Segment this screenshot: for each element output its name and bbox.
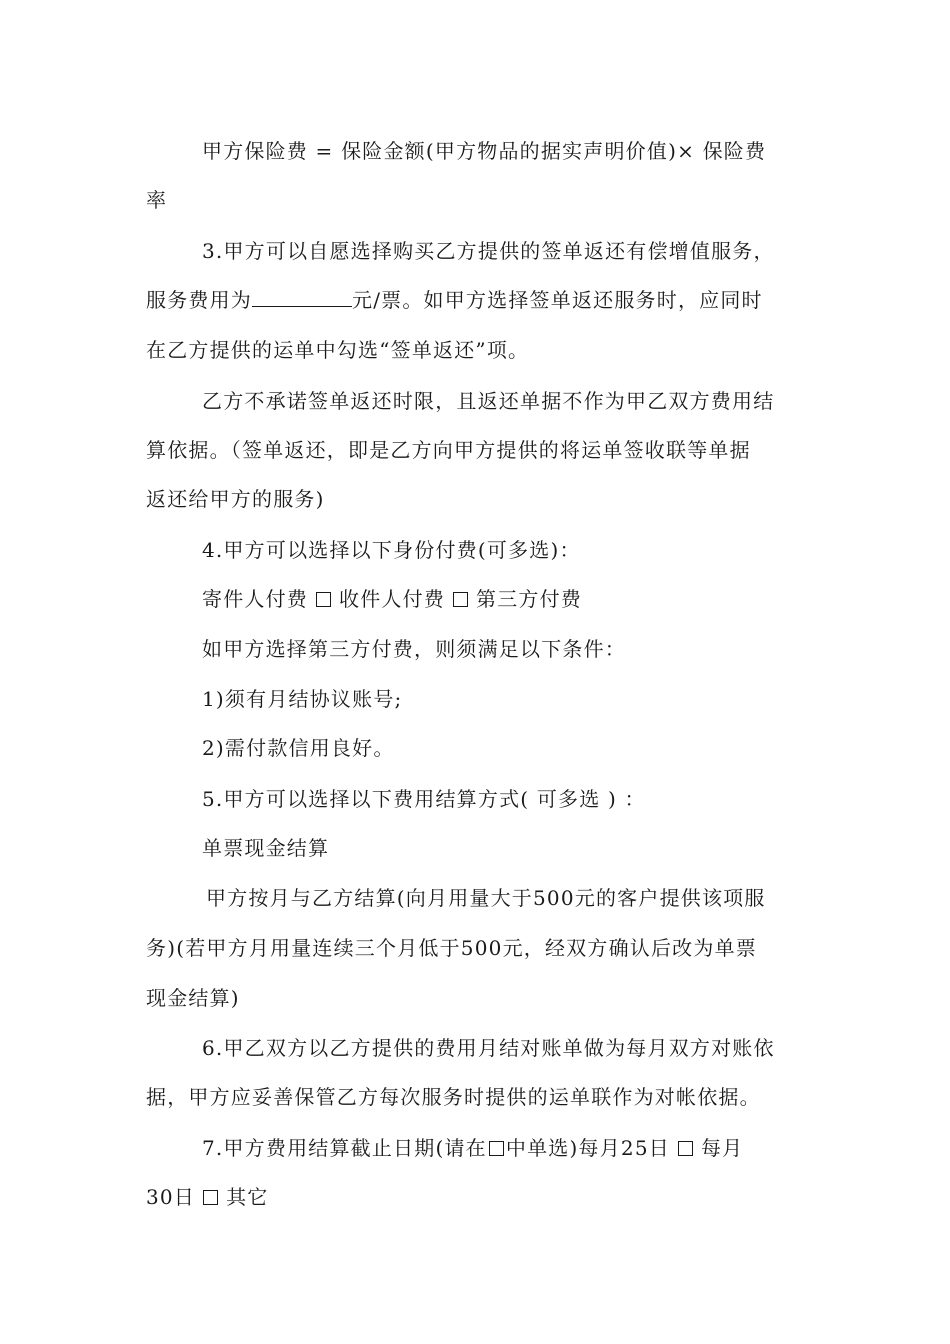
clause-7-text-1c: 每月 (700, 1136, 744, 1160)
clause-7-text-2b: 其它 (226, 1185, 269, 1209)
sign-return-note-line-3 (146, 484, 816, 514)
third-party-conditions-line (202, 634, 816, 664)
condition-1-text: 1)须有月结协议账号; (202, 687, 403, 711)
premium-formula-continuation-text: 率 (146, 188, 168, 212)
inline-checkbox-sample (489, 1141, 504, 1156)
clause-6-line-2 (146, 1082, 816, 1112)
clause-7-text-2a: 30日 (146, 1185, 196, 1209)
condition-1-line (202, 684, 816, 714)
sign-return-note-line-1 (202, 386, 816, 416)
clause-3-line-2 (146, 285, 816, 315)
monthly-settlement-line-3 (146, 983, 816, 1013)
monthly-settlement-text-2: 务)(若甲方月用量连续三个月低于500元，经双方确认后改为单票 (146, 936, 757, 960)
condition-2-line (202, 733, 816, 763)
third-party-conditions-text: 如甲方选择第三方付费，则须满足以下条件： (202, 637, 626, 661)
clause-7-text-1b: 中单选)每月25日 (505, 1136, 670, 1160)
clause-4-line (202, 535, 816, 565)
clause-3-text-2b: 元/票。如甲方选择签单返还服务时，应同时 (352, 288, 763, 312)
monthly-settlement-line-1 (206, 883, 816, 913)
premium-formula-text: 甲方保险费 = 保险金额(甲方物品的据实声明价值)× 保险费 (202, 139, 767, 163)
monthly-settlement-text-1: 甲方按月与乙方结算(向月用量大于500元的客户提供该项服 (206, 886, 766, 910)
recipient-pays-label: 收件人付费 (339, 587, 445, 611)
sender-pays-label: 寄件人付费 (202, 587, 308, 611)
clause-3-text-3: 在乙方提供的运单中勾选“签单返还”项。 (146, 338, 530, 362)
sign-return-note-text-1: 乙方不承诺签单返还时限，且返还单据不作为甲乙双方费用结 (202, 389, 775, 413)
clause-6-text-2: 据，甲方应妥善保管乙方每次服务时提供的运单联作为对帐依据。 (146, 1085, 761, 1109)
clause-3-text-1: 3.甲方可以自愿选择购买乙方提供的签单返还有偿增值服务， (202, 239, 775, 263)
monthly-settlement-line-2 (146, 933, 816, 963)
clause-3-text-2a: 服务费用为 (146, 288, 252, 312)
sign-return-note-text-3: 返还给甲方的服务) (146, 487, 325, 511)
monthly-settlement-text-3: 现金结算) (146, 986, 240, 1010)
cash-settlement-text: 单票现金结算 (202, 836, 330, 860)
condition-2-text: 2)需付款信用良好。 (202, 736, 395, 760)
cutoff-30th-checkbox[interactable] (203, 1190, 218, 1205)
sign-return-note-text-2: 算依据。（签单返还，即是乙方向甲方提供的将运单签收联等单据 (146, 438, 751, 462)
recipient-pays-checkbox[interactable] (316, 592, 331, 607)
sign-return-note-line-2 (146, 435, 816, 465)
clause-6-line-1 (202, 1033, 816, 1063)
cash-settlement-line (202, 833, 816, 863)
payer-options-line (202, 584, 816, 614)
clause-5-line (202, 784, 816, 814)
premium-formula-line (202, 136, 816, 166)
clause-3-line-1 (202, 236, 816, 266)
third-party-pays-checkbox[interactable] (453, 592, 468, 607)
clause-7-line-1 (202, 1133, 816, 1163)
third-party-pays-label: 第三方付费 (476, 587, 582, 611)
cutoff-25th-checkbox[interactable] (678, 1141, 693, 1156)
clause-4-text: 4.甲方可以选择以下身份付费(可多选)： (202, 538, 581, 562)
clause-7-text-1a: 7.甲方费用结算截止日期(请在 (202, 1136, 487, 1160)
clause-7-line-2 (146, 1182, 816, 1212)
clause-3-line-3 (146, 335, 816, 365)
clause-6-text-1: 6.甲乙双方以乙方提供的费用月结对账单做为每月双方对账依 (202, 1036, 775, 1060)
premium-formula-continuation (146, 185, 816, 215)
clause-5-text: 5.甲方可以选择以下费用结算方式( 可多选 ) ： (202, 787, 646, 811)
fee-blank-field[interactable] (252, 288, 352, 307)
